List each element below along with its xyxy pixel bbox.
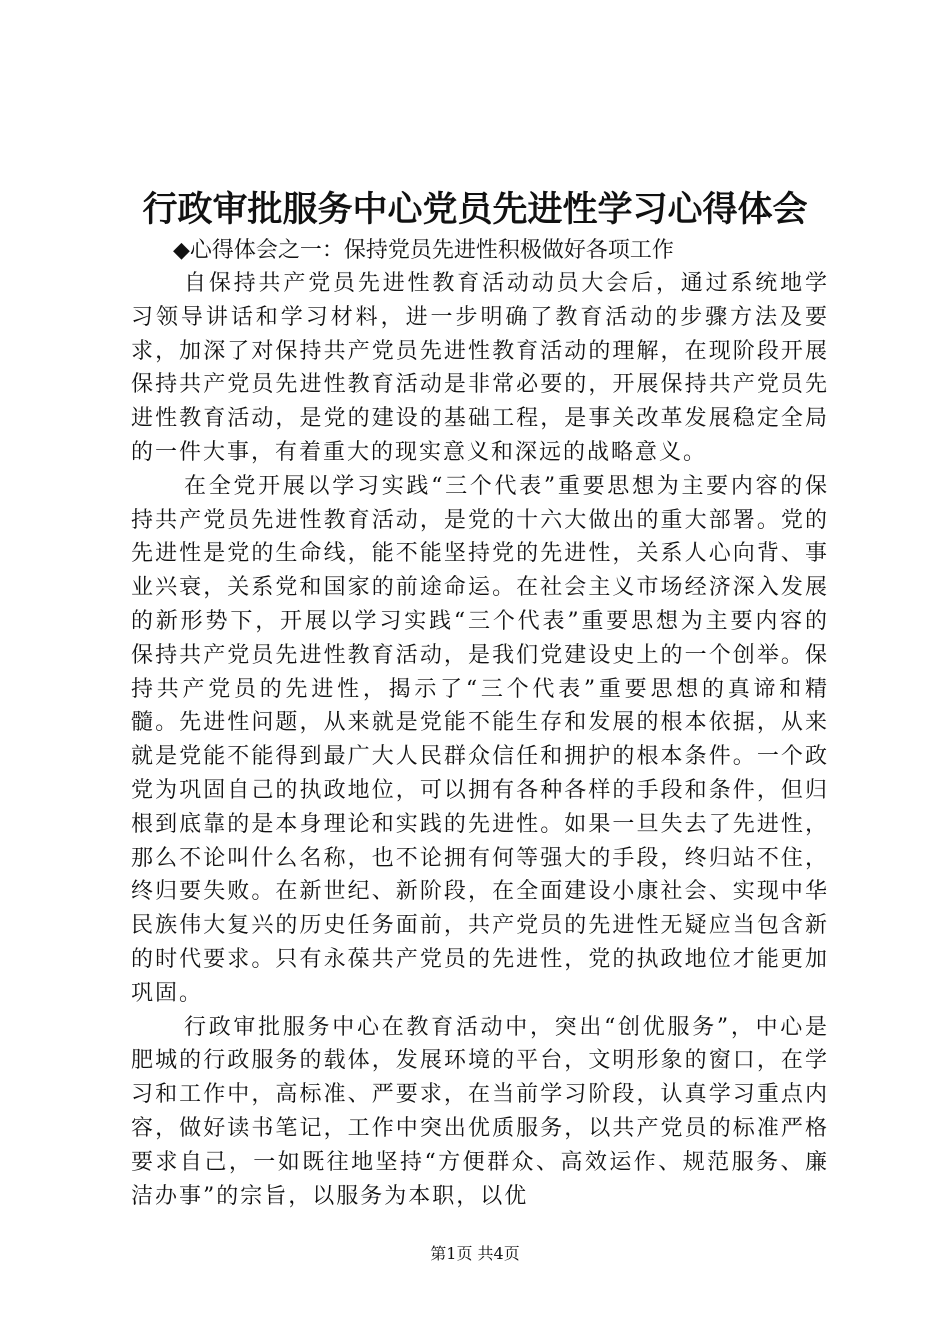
section-subtitle: ◆心得体会之一：保持党员先进性积极做好各项工作 (173, 238, 674, 263)
document-body (131, 234, 829, 1213)
page-footer: 第1页 共4页 (430, 1244, 520, 1263)
paragraph-2: 在全党开展以学习实践“三个代表”重要思想为主要内容的保持共产党员先进性教育活动，是党的十六大做出的重大部署。党的先进性是党的生命线，能不能坚持党的先进性，关系人心向背、事业兴衰，关系党和国家的前途命运。在社会主义市场经济深入发展的新形势下，开展以学习实践“三个代表”重要思想为主要内容的保持共产党员先进性教育活动，是我们党建设史上的一个创举。保持共产党员的先进性，揭示了“三个代表”重要思想的真谛和精髓。先进性问题，从来就是党能不能生存和发展的根本依据，从来就是党能不能得到最广大人民群众信任和拥护的根本条件。一个政党为巩固自己的执政地位，可以拥有各种各样的手段和条件，但归根到底靠的是本身理论和实践的先进性。如果一旦失去了先进性，那么不论叫什么名称，也不论拥有何等强大的手段，终归站不住，终归要失败。在新世纪、新阶段，在全面建设小康社会、实现中华民族伟大复兴的历史任务面前，共产党员的先进性无疑应当包含新的时代要求。只有永葆共产党员的先进性，党的执政地位才能更加巩固。 (131, 473, 829, 1006)
paragraph-1: 自保持共产党员先进性教育活动动员大会后，通过系统地学习领导讲话和学习材料，进一步明确了教育活动的步骤方法及要求，加深了对保持共产党员先进性教育活动的理解，在现阶段开展保持共产党员先进性教育活动是非常必要的，开展保持共产党员先进性教育活动，是党的建设的基础工程，是事关改革发展稳定全局的一件大事，有着重大的现实意义和深远的战略意义。 (131, 271, 829, 465)
document-title: 行政审批服务中心党员先进性学习心得体会 (142, 189, 808, 230)
paragraph-3: 行政审批服务中心在教育活动中，突出“创优服务”，中心是肥城的行政服务的载体，发展环境的平台，文明形象的窗口，在学习和工作中，高标准、严要求，在当前学习阶段，认真学习重点内容，做好读书笔记，工作中突出优质服务，以共产党员的标准严格要求自己，一如既往地坚持“方便群众、高效运作、规范服务、廉洁办事”的宗旨，以服务为本职，以优 (131, 1014, 829, 1209)
